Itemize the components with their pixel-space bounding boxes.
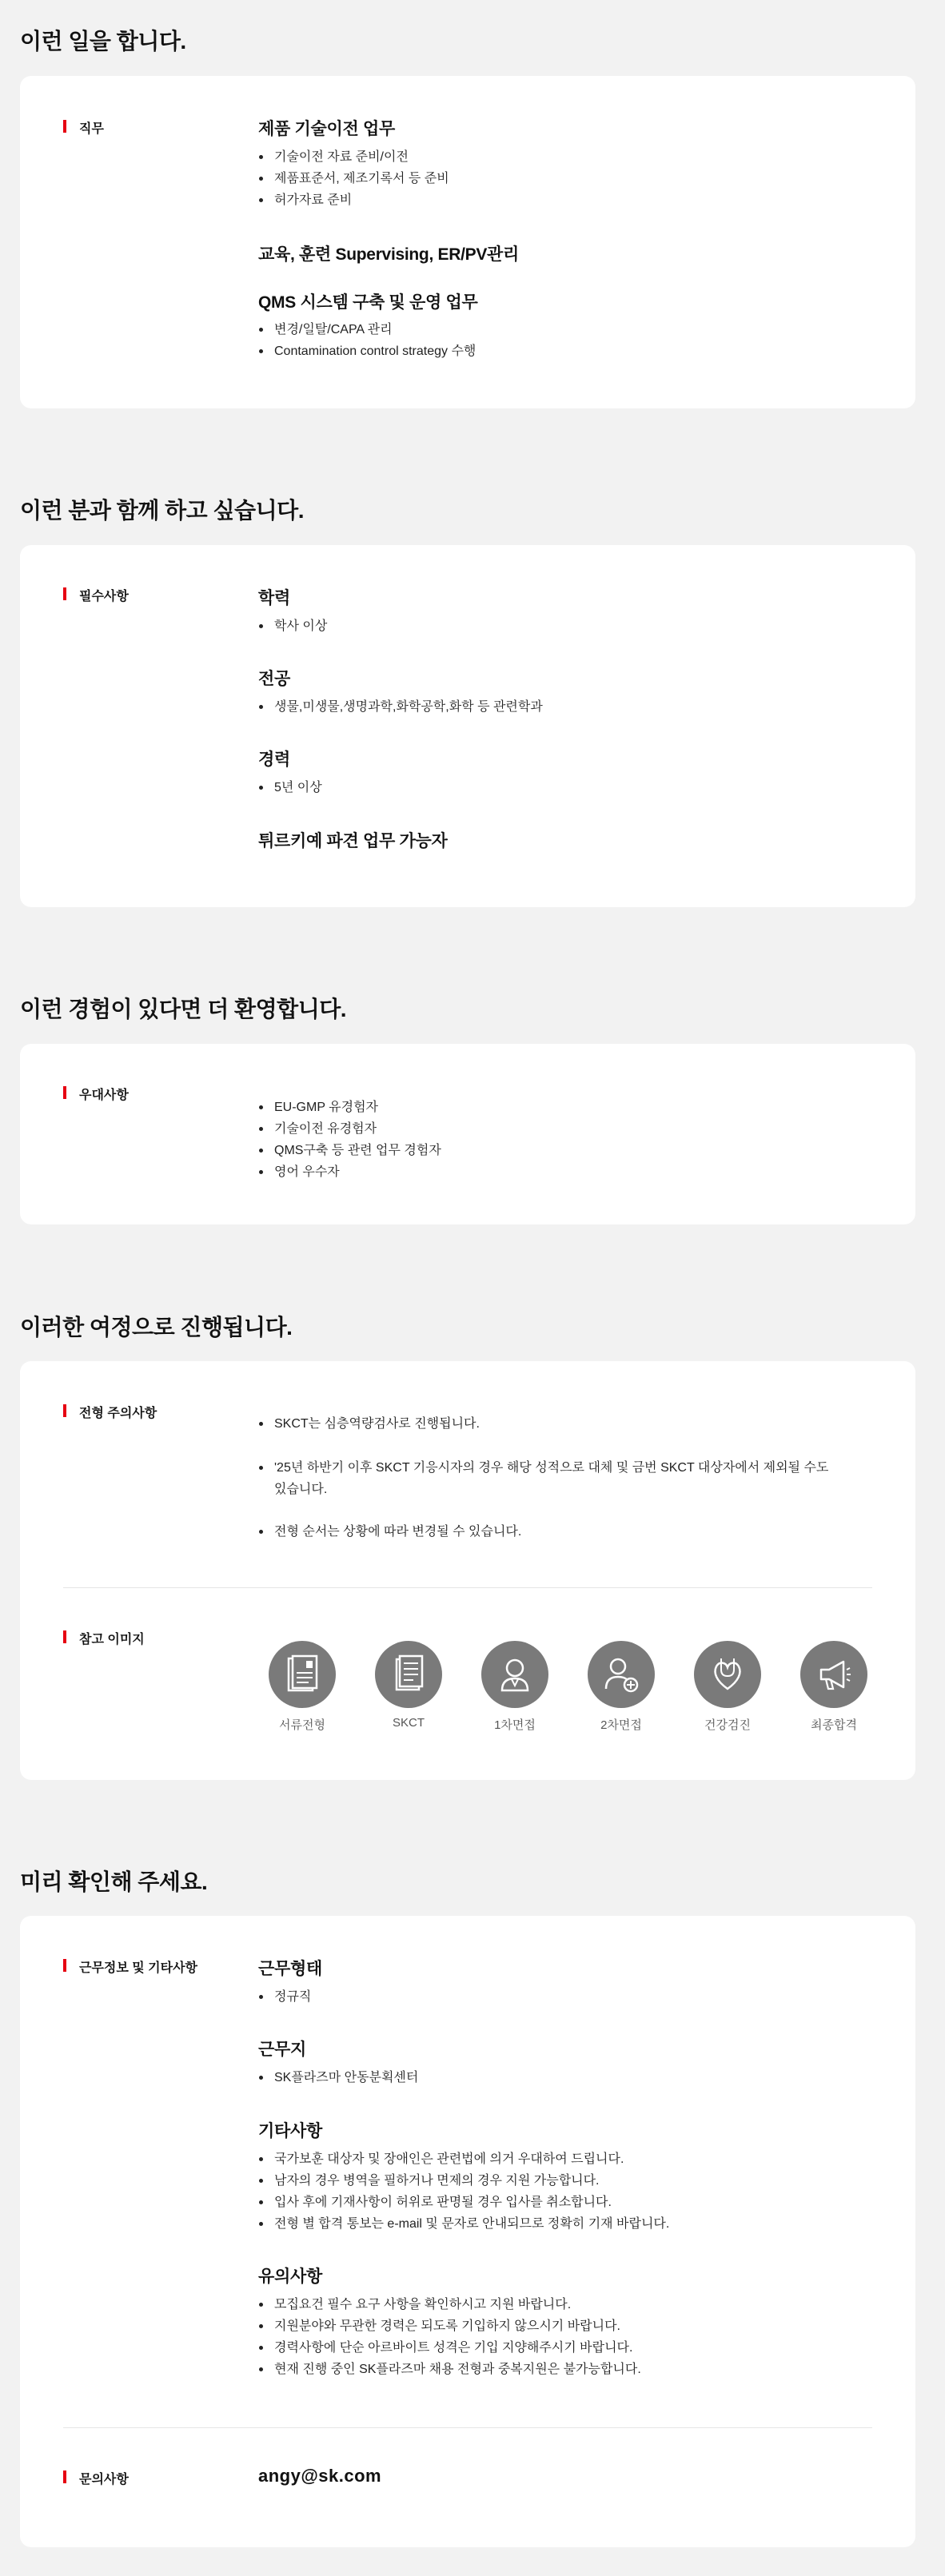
list-item: 5년 이상	[258, 777, 322, 798]
list-item: '25년 하반기 이후 SKCT 기응시자의 경우 해당 성적으로 대체 및 금번 SKCT 대상자에서 제외될 수도 있습니다.	[258, 1457, 834, 1500]
list-item: 현재 진행 중인 SK플라즈마 채용 전형과 중복지원은 불가능합니다.	[258, 2359, 641, 2380]
divider	[63, 2427, 872, 2428]
interviewer-icon	[481, 1641, 548, 1708]
requirements-heading-4: 튀르키예 파견 업무 가능자	[258, 832, 448, 850]
info-heading-2: 근무지	[258, 2040, 306, 2059]
process-notice-item-1	[258, 1413, 480, 1435]
list-item: 변경/일탈/CAPA 관리	[258, 319, 476, 340]
info-heading-4: 유의사항	[258, 2267, 322, 2286]
section-title-duties: 이런 일을 합니다.	[20, 29, 186, 54]
list-item: 기술이전 유경험자	[258, 1118, 441, 1140]
section-title-info: 미리 확인해 주세요.	[20, 1869, 208, 1894]
list-item: SKCT는 심층역량검사로 진행됩니다.	[258, 1413, 480, 1435]
list-item: 모집요건 필수 요구 사항을 확인하시고 지원 바랍니다.	[258, 2294, 641, 2315]
step-document	[258, 1641, 346, 1733]
step-skct	[365, 1641, 453, 1730]
interviewer-plus-icon	[588, 1641, 655, 1708]
duties-list-1	[258, 146, 449, 211]
list-item: 국가보훈 대상자 및 장애인은 관련법에 의거 우대하여 드립니다.	[258, 2148, 669, 2170]
list-item: QMS구축 등 관련 업무 경험자	[258, 1140, 441, 1161]
list-item: 영어 우수자	[258, 1161, 441, 1183]
contact-label: 문의사항	[63, 2469, 129, 2487]
step-final-pass	[790, 1641, 878, 1733]
list-item: 전형 별 합격 통보는 e-mail 및 문자로 안내되므로 정확히 기재 바랍니다.	[258, 2213, 669, 2235]
contact-email[interactable]: angy@sk.com	[258, 2466, 382, 2486]
requirements-heading-1: 학력	[258, 589, 290, 607]
process-notice-item-2	[258, 1457, 834, 1500]
info-card	[20, 1916, 915, 2547]
preferred-card	[20, 1044, 915, 1224]
list-item: Contamination control strategy 수행	[258, 340, 476, 362]
info-list-3	[258, 2148, 669, 2235]
document-icon	[269, 1641, 336, 1708]
step-label: 2차면접	[600, 1718, 642, 1732]
list-item: 학사 이상	[258, 615, 327, 637]
section-title-requirements: 이런 분과 함께 하고 싶습니다.	[20, 498, 304, 523]
process-card	[20, 1361, 915, 1780]
list-item: 지원분야와 무관한 경력은 되도록 기입하지 않으시기 바랍니다.	[258, 2315, 641, 2337]
test-sheet-icon	[375, 1641, 442, 1708]
info-list-4	[258, 2294, 641, 2380]
requirements-heading-2: 전공	[258, 670, 290, 688]
process-image-label: 참고 이미지	[63, 1629, 145, 1647]
megaphone-icon	[800, 1641, 867, 1708]
duties-heading-2: 교육, 훈련 Supervising, ER/PV관리	[258, 245, 520, 264]
info-heading-3: 기타사항	[258, 2122, 322, 2140]
info-heading-1: 근무형태	[258, 1960, 322, 1978]
preferred-list	[258, 1097, 441, 1183]
step-label: 최종합격	[811, 1718, 857, 1732]
step-label: 건강검진	[704, 1718, 751, 1732]
requirements-card	[20, 545, 915, 907]
duties-card	[20, 76, 915, 408]
list-item: 허가자료 준비	[258, 189, 449, 211]
requirements-list-3	[258, 777, 322, 798]
list-item: SK플라즈마 안동분획센터	[258, 2067, 418, 2088]
section-title-preferred: 이런 경험이 있다면 더 환영합니다.	[20, 997, 347, 1021]
process-notice-label: 전형 주의사항	[63, 1403, 157, 1421]
duties-heading-1: 제품 기술이전 업무	[258, 120, 395, 138]
requirements-list-2	[258, 696, 543, 718]
list-item: 제품표준서, 제조기록서 등 준비	[258, 168, 449, 189]
preferred-label: 우대사항	[63, 1085, 129, 1103]
stethoscope-icon	[694, 1641, 761, 1708]
list-item: 정규직	[258, 1986, 311, 2008]
info-list-2	[258, 2067, 418, 2088]
list-item: 전형 순서는 상황에 따라 변경될 수 있습니다.	[258, 1521, 521, 1543]
list-item: 입사 후에 기재사항이 허위로 판명될 경우 입사를 취소합니다.	[258, 2192, 669, 2213]
list-item: 기술이전 자료 준비/이전	[258, 146, 449, 168]
step-health-check	[684, 1641, 772, 1733]
requirements-list-1	[258, 615, 327, 637]
step-label: 1차면접	[494, 1718, 536, 1732]
list-item: 생물,미생물,생명과학,화학공학,화학 등 관련학과	[258, 696, 543, 718]
list-item: 남자의 경우 병역을 필하거나 면제의 경우 지원 가능합니다.	[258, 2170, 669, 2192]
requirements-label: 필수사항	[63, 586, 129, 604]
step-label: SKCT	[392, 1716, 425, 1730]
step-label: 서류전형	[279, 1718, 325, 1732]
info-list-1	[258, 1986, 311, 2008]
divider	[63, 1587, 872, 1588]
process-notice-item-3	[258, 1521, 521, 1543]
duties-list-3	[258, 319, 476, 362]
requirements-heading-3: 경력	[258, 751, 290, 769]
duties-heading-3: QMS 시스템 구축 및 운영 업무	[258, 293, 478, 312]
section-title-process: 이러한 여정으로 진행됩니다.	[20, 1315, 293, 1340]
duties-label: 직무	[63, 118, 104, 137]
info-label: 근무정보 및 기타사항	[63, 1957, 197, 1976]
list-item: EU-GMP 유경험자	[258, 1097, 441, 1118]
list-item: 경력사항에 단순 아르바이트 성격은 기입 지양해주시기 바랍니다.	[258, 2337, 641, 2359]
step-interview-2	[577, 1641, 665, 1733]
step-interview-1	[471, 1641, 559, 1733]
process-steps	[258, 1641, 882, 1737]
